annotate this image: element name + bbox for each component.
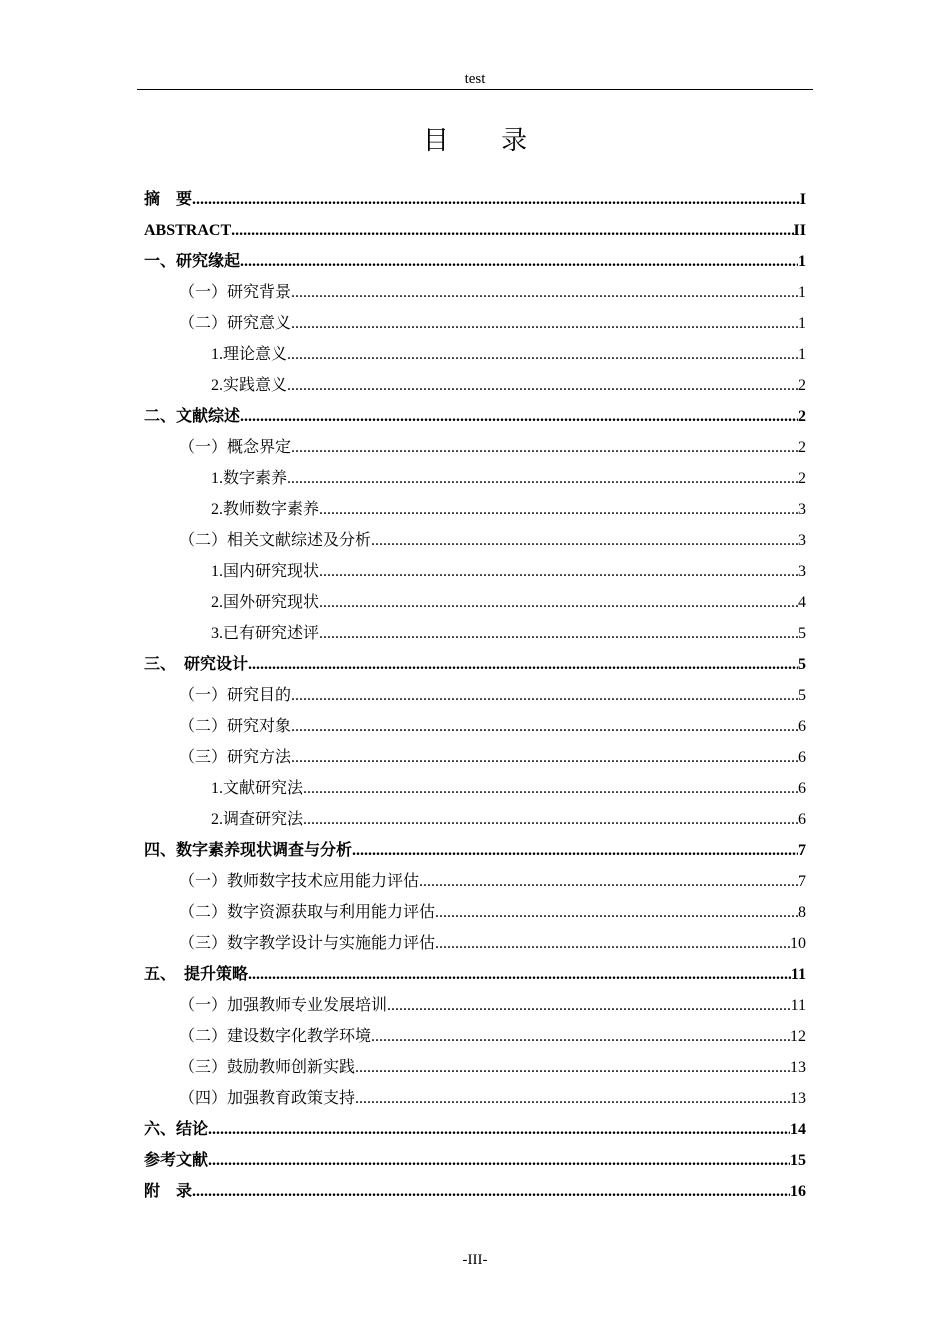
toc-dot-leader — [287, 370, 798, 401]
toc-entry-page: 3 — [798, 532, 806, 549]
toc-entry-label: 摘 要 — [144, 191, 193, 208]
toc-entry-label: （三）研究方法 — [179, 749, 292, 766]
toc-dot-leader — [355, 1052, 790, 1083]
toc-dot-leader — [287, 339, 798, 370]
toc-dot-leader — [291, 711, 798, 742]
toc-entry-label: 2.国外研究现状 — [211, 594, 320, 611]
toc-entry[interactable] — [144, 184, 806, 215]
toc-dot-leader — [319, 556, 798, 587]
toc-dot-leader — [355, 1083, 790, 1114]
toc-entry-page: 5 — [798, 687, 806, 704]
toc-entry-label: （二）研究意义 — [179, 315, 292, 332]
toc-dot-leader — [371, 1021, 790, 1052]
toc-entry[interactable] — [144, 494, 806, 525]
toc-entry[interactable] — [144, 1052, 806, 1083]
toc-dot-leader — [192, 1176, 790, 1207]
toc-entry[interactable] — [144, 339, 806, 370]
toc-dot-leader — [231, 215, 793, 246]
toc-entry[interactable] — [144, 897, 806, 928]
toc-entry-page: 10 — [790, 935, 806, 952]
toc-dot-leader — [303, 773, 798, 804]
toc-entry-page: 6 — [798, 718, 806, 735]
toc-entry[interactable] — [144, 711, 806, 742]
toc-dot-leader — [248, 649, 798, 680]
toc-dot-leader — [319, 618, 798, 649]
toc-entry-label: （四）加强教育政策支持 — [179, 1090, 356, 1107]
toc-dot-leader — [319, 494, 798, 525]
toc-entry-page: 11 — [790, 997, 806, 1014]
toc-entry[interactable] — [144, 928, 806, 959]
toc-entry-page: 13 — [790, 1059, 806, 1076]
toc-entry-label: 五、 提升策略 — [144, 966, 249, 983]
toc-entry-page: 6 — [798, 780, 806, 797]
toc-dot-leader — [240, 401, 798, 432]
toc-entry-page: 11 — [790, 966, 806, 983]
toc-entry[interactable] — [144, 215, 806, 246]
toc-entry[interactable] — [144, 835, 806, 866]
toc-dot-leader — [435, 897, 798, 928]
toc-entry-label: （三）鼓励教师创新实践 — [179, 1059, 356, 1076]
toc-entry[interactable] — [144, 804, 806, 835]
page-number: -III- — [462, 1252, 488, 1268]
toc-entry-page: 1 — [798, 346, 806, 363]
toc-entry[interactable] — [144, 1114, 806, 1145]
toc-entry[interactable] — [144, 277, 806, 308]
toc-entry-page: 4 — [798, 594, 806, 611]
toc-entry-label: （一）教师数字技术应用能力评估 — [179, 873, 420, 890]
toc-dot-leader — [291, 680, 798, 711]
toc-entry-label: 一、研究缘起 — [144, 253, 241, 270]
toc-entry-label: 1.理论意义 — [211, 346, 288, 363]
toc-dot-leader — [303, 804, 798, 835]
toc-entry-label: （一）概念界定 — [179, 439, 292, 456]
toc-dot-leader — [291, 277, 798, 308]
toc-entry[interactable] — [144, 1083, 806, 1114]
toc-entry[interactable] — [144, 1145, 806, 1176]
toc-dot-leader — [291, 432, 798, 463]
toc-entry-label: 1.数字素养 — [211, 470, 288, 487]
toc-entry-label: （二）建设数字化教学环境 — [179, 1028, 372, 1045]
toc-entry-page: 2 — [798, 439, 806, 456]
toc-entry-page: 3 — [798, 563, 806, 580]
toc-entry-page: 3 — [798, 501, 806, 518]
toc-title: 目 录 — [422, 126, 550, 156]
toc-entry[interactable] — [144, 1176, 806, 1207]
toc-entry-label: 参考文献 — [144, 1152, 209, 1169]
toc-entry-label: 六、结论 — [144, 1121, 209, 1138]
toc-entry[interactable] — [144, 990, 806, 1021]
toc-entry-label: （二）数字资源获取与利用能力评估 — [179, 904, 436, 921]
toc-dot-leader — [291, 742, 798, 773]
toc-dot-leader — [287, 463, 798, 494]
toc-entry-label: （二）研究对象 — [179, 718, 292, 735]
toc-entry-page: 1 — [798, 284, 806, 301]
toc-entry-label: 2.教师数字素养 — [211, 501, 320, 518]
toc-entry-page: 7 — [798, 873, 806, 890]
toc-entry-page: 2 — [798, 470, 806, 487]
toc-entry[interactable] — [144, 556, 806, 587]
toc-entry-page: 16 — [790, 1183, 806, 1200]
toc-entry-page: 6 — [798, 749, 806, 766]
toc-dot-leader — [192, 184, 800, 215]
toc-entry-page: 7 — [798, 842, 806, 859]
toc-dot-leader — [240, 246, 798, 277]
toc-entry-page: I — [799, 191, 806, 208]
toc-dot-leader — [435, 928, 790, 959]
toc-dot-leader — [208, 1114, 790, 1145]
toc-dot-leader — [371, 525, 798, 556]
toc-dot-leader — [208, 1145, 790, 1176]
toc-entry[interactable] — [144, 773, 806, 804]
toc-entry-page: 14 — [790, 1121, 806, 1138]
toc-entry[interactable] — [144, 308, 806, 339]
toc-entry-label: 2.调查研究法 — [211, 811, 304, 828]
toc-entry[interactable] — [144, 246, 806, 277]
toc-dot-leader — [291, 308, 798, 339]
toc-entry[interactable] — [144, 742, 806, 773]
toc-entry[interactable] — [144, 587, 806, 618]
toc-entry-page: 6 — [798, 811, 806, 828]
toc-entry-page: 5 — [798, 625, 806, 642]
toc-entry-label: （二）相关文献综述及分析 — [179, 532, 372, 549]
toc-entry-label: 四、数字素养现状调查与分析 — [144, 842, 353, 859]
toc-entry-label: ABSTRACT — [144, 222, 232, 239]
toc-entry[interactable] — [144, 866, 806, 897]
toc-entry[interactable] — [144, 463, 806, 494]
toc-entry-label: 2.实践意义 — [211, 377, 288, 394]
toc-entry-page: 2 — [798, 377, 806, 394]
toc-entry-page: 13 — [790, 1090, 806, 1107]
toc-dot-leader — [352, 835, 798, 866]
toc-entry[interactable] — [144, 618, 806, 649]
toc-entry-page: 8 — [798, 904, 806, 921]
toc-entry-label: 1.国内研究现状 — [211, 563, 320, 580]
toc-entry[interactable] — [144, 525, 806, 556]
toc-entry-label: 3.已有研究述评 — [211, 625, 320, 642]
toc-entry[interactable] — [144, 680, 806, 711]
toc-entry-page: 5 — [798, 656, 806, 673]
toc-entry[interactable] — [144, 370, 806, 401]
toc-entry-label: 三、 研究设计 — [144, 656, 249, 673]
toc-entry[interactable] — [144, 1021, 806, 1052]
toc-entry-label: （一）研究目的 — [179, 687, 292, 704]
toc-entry-page: 15 — [790, 1152, 806, 1169]
toc-dot-leader — [419, 866, 798, 897]
toc-entry-page: II — [793, 222, 806, 239]
toc-entry-label: 1.文献研究法 — [211, 780, 304, 797]
toc-entry-label: （一）研究背景 — [179, 284, 292, 301]
toc-entry-page: 1 — [798, 253, 806, 270]
toc-entry-page: 2 — [798, 408, 806, 425]
toc-entry[interactable] — [144, 649, 806, 680]
toc-entry[interactable] — [144, 959, 806, 990]
toc-entry-label: 二、文献综述 — [144, 408, 241, 425]
toc-entry[interactable] — [144, 432, 806, 463]
toc-entry-label: （三）数字教学设计与实施能力评估 — [179, 935, 436, 952]
toc-dot-leader — [387, 990, 791, 1021]
table-of-contents — [144, 184, 806, 1207]
toc-entry-page: 1 — [798, 315, 806, 332]
toc-entry-label: （一）加强教师专业发展培训 — [179, 997, 388, 1014]
toc-dot-leader — [248, 959, 791, 990]
toc-entry[interactable] — [144, 401, 806, 432]
toc-entry-label: 附 录 — [144, 1183, 193, 1200]
header-rule — [137, 89, 813, 90]
header-text: test — [464, 71, 486, 87]
toc-entry-page: 12 — [790, 1028, 806, 1045]
toc-dot-leader — [319, 587, 798, 618]
